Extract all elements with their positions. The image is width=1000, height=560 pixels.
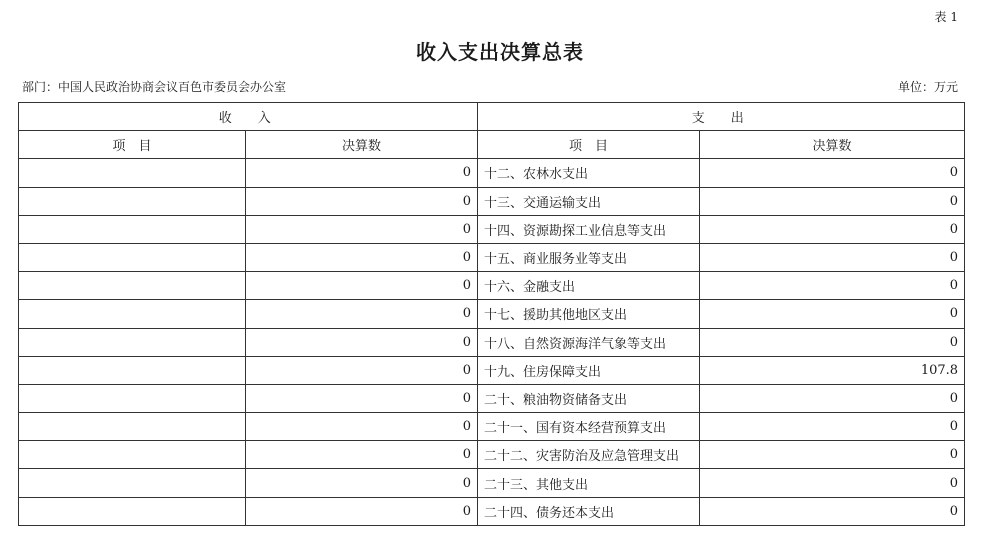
income-item-cell — [19, 243, 246, 271]
header-row-columns — [19, 131, 965, 159]
expense-amount-cell: 0 — [700, 187, 965, 215]
table-row — [19, 441, 965, 469]
table-row — [19, 187, 965, 215]
expense-amount-cell: 0 — [700, 300, 965, 328]
expense-item-cell: 二十四、债务还本支出 — [478, 497, 700, 525]
income-amount-cell: 0 — [246, 469, 478, 497]
expense-item-cell: 二十三、其他支出 — [478, 469, 700, 497]
income-amount-cell: 0 — [246, 441, 478, 469]
expense-amount-cell: 0 — [700, 243, 965, 271]
expense-amount-cell: 0 — [700, 469, 965, 497]
income-item-cell — [19, 469, 246, 497]
income-amount-cell: 0 — [246, 328, 478, 356]
expense-amount-cell: 0 — [700, 413, 965, 441]
table-row — [19, 497, 965, 525]
income-amount-cell: 0 — [246, 300, 478, 328]
income-item-cell — [19, 497, 246, 525]
header-row-sections — [19, 103, 965, 131]
expense-item-cell: 十六、金融支出 — [478, 272, 700, 300]
table-row — [19, 356, 965, 384]
expense-amount-cell: 0 — [700, 328, 965, 356]
table-row — [19, 328, 965, 356]
expense-amount-cell: 0 — [700, 384, 965, 412]
income-amount-cell: 0 — [246, 272, 478, 300]
income-item-cell — [19, 272, 246, 300]
unit-label: 单位：万元 — [897, 80, 958, 94]
income-item-cell — [19, 328, 246, 356]
expense-amount-cell: 0 — [700, 497, 965, 525]
income-amount-cell: 0 — [246, 215, 478, 243]
income-amount-cell: 0 — [246, 497, 478, 525]
table-row — [19, 272, 965, 300]
table-row — [19, 243, 965, 271]
income-amount-cell: 0 — [246, 384, 478, 412]
income-expense-table — [18, 102, 965, 526]
expense-amount-cell: 0 — [700, 272, 965, 300]
income-item-cell — [19, 215, 246, 243]
income-section-header: 收 入 — [19, 103, 478, 131]
expense-amount-cell: 0 — [700, 159, 965, 187]
expense-item-cell: 十五、商业服务业等支出 — [478, 243, 700, 271]
income-item-cell — [19, 300, 246, 328]
expense-amount-header: 决算数 — [700, 131, 965, 159]
expense-amount-cell: 107.8 — [700, 356, 965, 384]
page-title: 收入支出决算总表 — [416, 40, 584, 64]
income-amount-cell: 0 — [246, 187, 478, 215]
expense-amount-cell: 0 — [700, 215, 965, 243]
income-item-cell — [19, 441, 246, 469]
income-item-cell — [19, 356, 246, 384]
expense-item-cell: 十七、援助其他地区支出 — [478, 300, 700, 328]
expense-amount-cell: 0 — [700, 441, 965, 469]
table-number: 表 1 — [934, 10, 958, 24]
income-amount-cell: 0 — [246, 356, 478, 384]
expense-section-header: 支 出 — [478, 103, 965, 131]
expense-item-cell: 二十、粮油物资储备支出 — [478, 384, 700, 412]
expense-item-cell: 十九、住房保障支出 — [478, 356, 700, 384]
expense-item-header: 项 目 — [478, 131, 700, 159]
department-label: 部门：中国人民政治协商会议百色市委员会办公室 — [22, 80, 287, 94]
income-item-cell — [19, 413, 246, 441]
expense-item-cell: 十四、资源勘探工业信息等支出 — [478, 215, 700, 243]
income-item-cell — [19, 384, 246, 412]
table-row — [19, 413, 965, 441]
income-item-header: 项 目 — [19, 131, 246, 159]
income-amount-header: 决算数 — [246, 131, 478, 159]
income-amount-cell: 0 — [246, 413, 478, 441]
table-row — [19, 215, 965, 243]
table-row — [19, 384, 965, 412]
expense-item-cell: 十三、交通运输支出 — [478, 187, 700, 215]
income-amount-cell: 0 — [246, 243, 478, 271]
income-item-cell — [19, 159, 246, 187]
income-amount-cell: 0 — [246, 159, 478, 187]
income-item-cell — [19, 187, 246, 215]
table-row — [19, 300, 965, 328]
table-row — [19, 159, 965, 187]
expense-item-cell: 二十二、灾害防治及应急管理支出 — [478, 441, 700, 469]
expense-item-cell: 十八、自然资源海洋气象等支出 — [478, 328, 700, 356]
table-row — [19, 469, 965, 497]
expense-item-cell: 十二、农林水支出 — [478, 159, 700, 187]
expense-item-cell: 二十一、国有资本经营预算支出 — [478, 413, 700, 441]
